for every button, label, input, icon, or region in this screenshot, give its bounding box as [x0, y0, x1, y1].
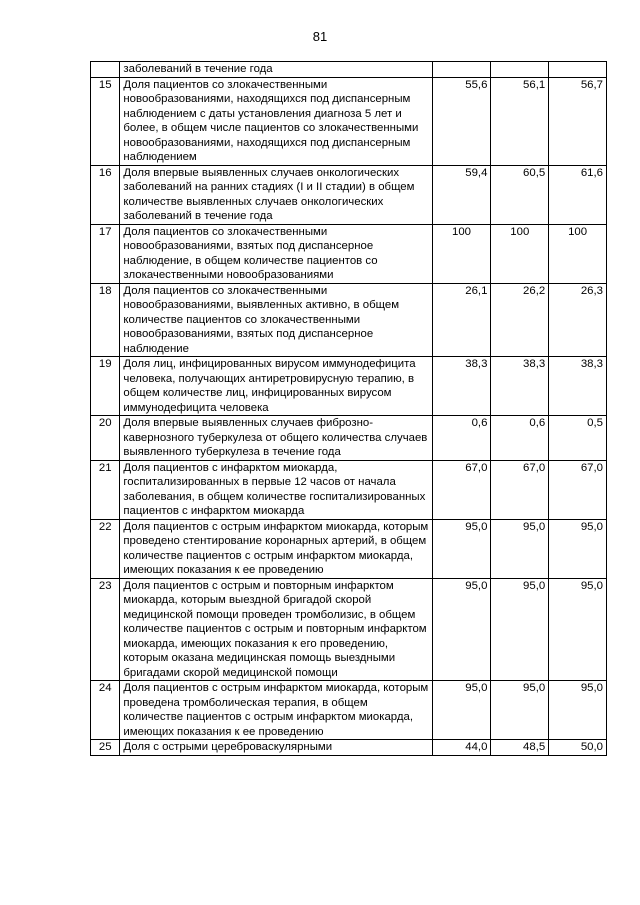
- value-3: 95,0: [549, 519, 607, 578]
- value-2: 67,0: [491, 460, 549, 519]
- row-description: Доля с острыми цереброваскулярными: [120, 740, 432, 756]
- table-row: [91, 578, 607, 681]
- value-2: 0,6: [491, 416, 549, 461]
- value-2: 100: [491, 224, 549, 283]
- table-row: [91, 740, 607, 756]
- table-row: [91, 681, 607, 740]
- row-number-cell: [91, 62, 120, 78]
- value-1: 0,6: [432, 416, 491, 461]
- page-number: 81: [312, 29, 328, 44]
- row-description: Доля лиц, инфицированных вирусом иммунодефицита человека, получающих антиретровирусную терапию, в общем количестве лиц, инфицированных вирусом иммунодефицита человека: [120, 357, 432, 416]
- value-1: 44,0: [432, 740, 491, 756]
- value-3: 95,0: [549, 681, 607, 740]
- row-number: 22: [91, 519, 120, 578]
- value-1: 59,4: [432, 165, 491, 224]
- row-number: 19: [91, 357, 120, 416]
- value-1: 67,0: [432, 460, 491, 519]
- value-3: 56,7: [549, 77, 607, 165]
- value-3: 67,0: [549, 460, 607, 519]
- table-row: [91, 519, 607, 578]
- row-number: 15: [91, 77, 120, 165]
- value-2: 60,5: [491, 165, 549, 224]
- row-description: заболеваний в течение года: [120, 62, 432, 78]
- value-3: 100: [549, 224, 607, 283]
- indicators-table: [90, 61, 607, 756]
- table-row: [91, 357, 607, 416]
- row-description: Доля пациентов со злокачественными новообразованиями, взятых под диспансерное наблюдение, в общем количестве пациентов со злокачественными новообразованиями: [120, 224, 432, 283]
- row-number: 18: [91, 283, 120, 357]
- value-3: 50,0: [549, 740, 607, 756]
- value-3: 0,5: [549, 416, 607, 461]
- row-description: Доля пациентов со злокачественными новообразованиями, находящихся под диспансерным наблюдением с даты установления диагноза 5 лет и более, в общем числе пациентов со злокачественными новообразованиями, находящихся под диспансерным наблюдением: [120, 77, 432, 165]
- value-1: 100: [432, 224, 491, 283]
- row-number: 21: [91, 460, 120, 519]
- row-number: 20: [91, 416, 120, 461]
- value-cell-2: [491, 62, 549, 78]
- value-2: 38,3: [491, 357, 549, 416]
- table-row: [91, 283, 607, 357]
- value-3: 95,0: [549, 578, 607, 681]
- table-row: [91, 416, 607, 461]
- value-3: 38,3: [549, 357, 607, 416]
- value-2: 95,0: [491, 578, 549, 681]
- table-row-continuation: [91, 62, 607, 78]
- row-description: Доля пациентов со злокачественными новообразованиями, выявленных активно, в общем количестве пациентов со злокачественными новообразованиями, взятых под диспансерное наблюдение: [120, 283, 432, 357]
- value-3: 61,6: [549, 165, 607, 224]
- value-1: 38,3: [432, 357, 491, 416]
- row-number: 17: [91, 224, 120, 283]
- value-cell-3: [549, 62, 607, 78]
- table-row: [91, 224, 607, 283]
- value-1: 95,0: [432, 578, 491, 681]
- value-3: 26,3: [549, 283, 607, 357]
- row-number: 16: [91, 165, 120, 224]
- row-number: 25: [91, 740, 120, 756]
- value-1: 95,0: [432, 519, 491, 578]
- value-2: 56,1: [491, 77, 549, 165]
- value-2: 26,2: [491, 283, 549, 357]
- row-description: Доля впервые выявленных случаев фиброзно-кавернозного туберкулеза от общего количества случаев выявленного туберкулеза в течение года: [120, 416, 432, 461]
- row-description: Доля впервые выявленных случаев онкологических заболеваний на ранних стадиях (I и II стадии) в общем количестве выявленных случаев онкологических заболеваний в течение года: [120, 165, 432, 224]
- row-number: 23: [91, 578, 120, 681]
- row-description: Доля пациентов с острым и повторным инфарктом миокарда, которым выездной бригадой скорой медицинской помощи проведен тромболизис, в общем количестве пациентов с острым и повторным инфарктом миокарда, имеющих показания к его проведению, которым оказана медицинская помощь выездными бригадами скорой медицинской помощи: [120, 578, 432, 681]
- value-2: 95,0: [491, 519, 549, 578]
- row-description: Доля пациентов с острым инфарктом миокарда, которым проведена тромболическая терапия, в общем количестве пациентов с острым инфарктом миокарда, имеющих показания к ее проведению: [120, 681, 432, 740]
- value-2: 48,5: [491, 740, 549, 756]
- table-row: [91, 165, 607, 224]
- value-cell-1: [432, 62, 491, 78]
- table-row: [91, 460, 607, 519]
- row-description: Доля пациентов с инфарктом миокарда, госпитализированных в первые 12 часов от начала заболевания, в общем количестве госпитализированных пациентов с инфарктом миокарда: [120, 460, 432, 519]
- table-row: [91, 77, 607, 165]
- row-number: 24: [91, 681, 120, 740]
- value-1: 55,6: [432, 77, 491, 165]
- row-description: Доля пациентов с острым инфарктом миокарда, которым проведено стентирование коронарных артерий, в общем количестве пациентов с острым инфарктом миокарда, имеющих показания к ее проведению: [120, 519, 432, 578]
- value-1: 26,1: [432, 283, 491, 357]
- value-1: 95,0: [432, 681, 491, 740]
- value-2: 95,0: [491, 681, 549, 740]
